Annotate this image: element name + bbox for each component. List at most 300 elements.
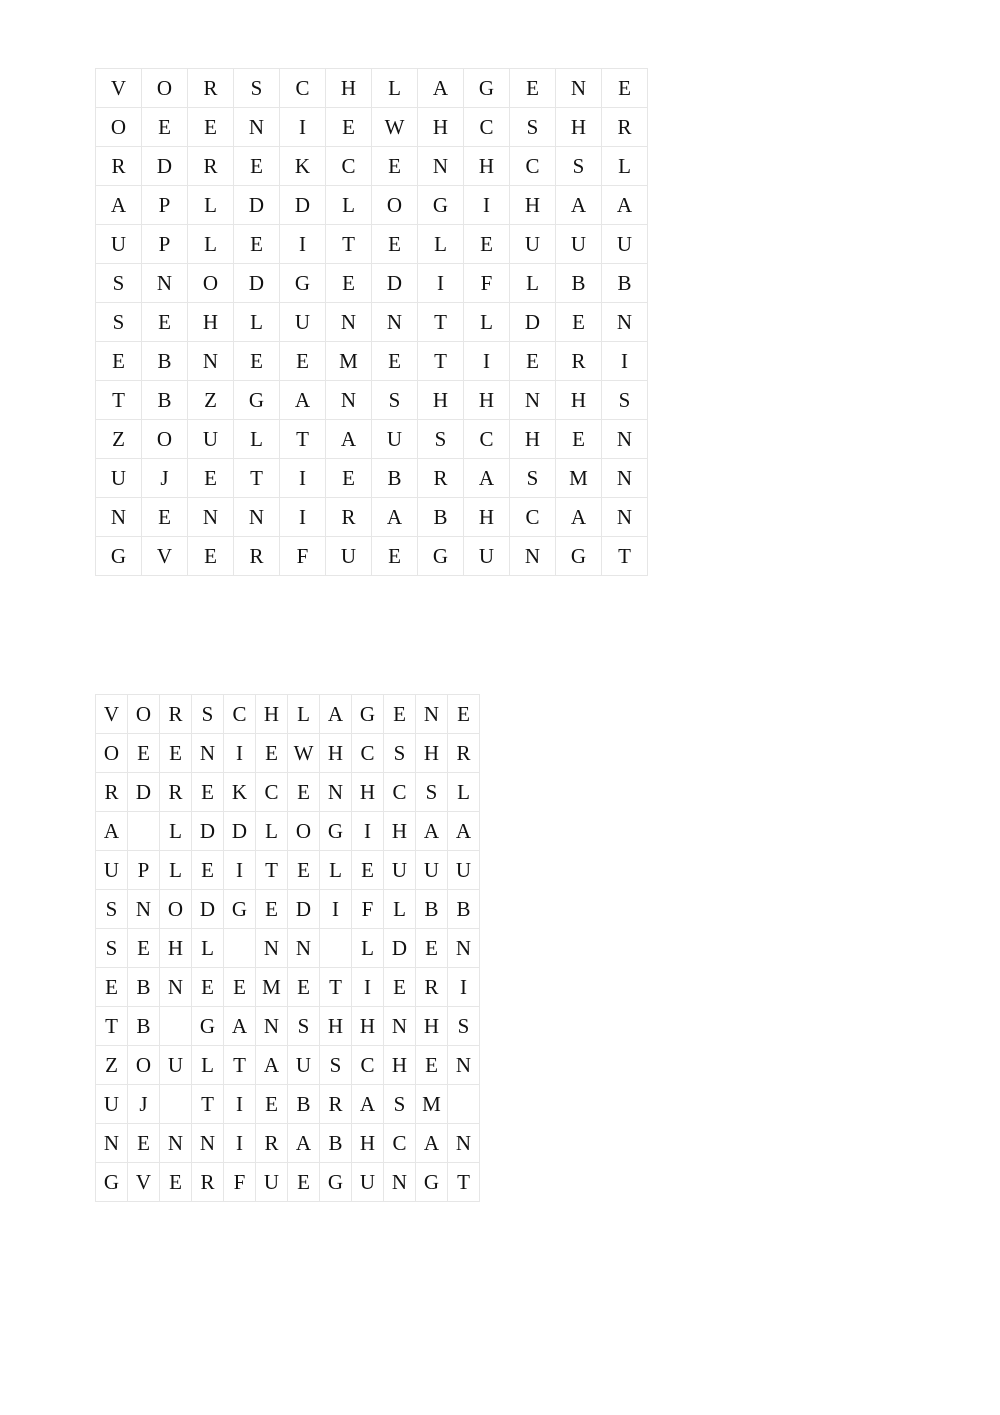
grid-cell: L [160,851,192,890]
grid-cell: I [280,459,326,498]
grid-cell [320,929,352,968]
grid-cell: E [142,303,188,342]
grid-cell: A [96,186,142,225]
grid-cell: S [234,69,280,108]
grid-row [96,890,480,929]
grid-row [96,851,480,890]
grid-row [96,968,480,1007]
grid-cell: N [556,69,602,108]
grid-cell: N [234,498,280,537]
grid-cell: O [96,734,128,773]
grid-row [96,1007,480,1046]
grid-cell: E [234,225,280,264]
grid-cell: E [224,968,256,1007]
grid-cell: R [556,342,602,381]
grid-cell: I [280,498,326,537]
grid-cell: E [372,225,418,264]
grid-cell: A [256,1046,288,1085]
grid-cell: A [556,186,602,225]
grid-cell: N [188,498,234,537]
grid-cell: C [384,773,416,812]
grid-cell: L [192,929,224,968]
grid-cell: D [384,929,416,968]
grid-cell: L [320,851,352,890]
grid-cell: B [372,459,418,498]
grid-cell: S [288,1007,320,1046]
grid-cell: S [448,1007,480,1046]
grid-row [96,264,648,303]
grid-cell: N [384,1007,416,1046]
grid-cell: N [142,264,188,303]
grid-cell: F [224,1163,256,1202]
grid-cell: U [96,851,128,890]
grid-cell: B [320,1124,352,1163]
grid-cell: E [326,459,372,498]
grid-cell: R [188,147,234,186]
grid-cell: N [602,498,648,537]
grid-cell: H [510,420,556,459]
grid-cell: S [384,734,416,773]
grid-cell: C [352,1046,384,1085]
grid-cell: U [188,420,234,459]
grid-cell: T [256,851,288,890]
grid-cell: I [418,264,464,303]
grid-cell: N [510,381,556,420]
grid-cell: E [602,69,648,108]
grid-cell: S [510,108,556,147]
grid-cell: B [602,264,648,303]
grid-cell: P [142,186,188,225]
grid-cell: D [510,303,556,342]
grid-cell: E [372,147,418,186]
grid-cell: E [188,537,234,576]
grid-cell: N [448,929,480,968]
grid-cell: A [352,1085,384,1124]
grid-cell: R [96,773,128,812]
grid-cell: R [448,734,480,773]
grid-cell: S [556,147,602,186]
grid-cell [160,1085,192,1124]
grid-cell: R [234,537,280,576]
grid-cell: N [234,108,280,147]
grid-cell: F [352,890,384,929]
grid-row [96,459,648,498]
grid-cell: E [384,968,416,1007]
grid-cell: I [224,1085,256,1124]
grid-cell: S [96,890,128,929]
grid-cell: C [510,147,556,186]
grid-cell: S [602,381,648,420]
grid-cell: L [188,186,234,225]
grid-cell: E [372,342,418,381]
grid-cell: O [288,812,320,851]
grid-cell: E [556,420,602,459]
grid-row [96,929,480,968]
grid-cell: R [416,968,448,1007]
grid-cell: J [142,459,188,498]
grid-cell: T [192,1085,224,1124]
grid-cell: D [142,147,188,186]
grid-cell: T [234,459,280,498]
grid-cell: H [418,381,464,420]
grid-cell: J [128,1085,160,1124]
grid-row [96,342,648,381]
grid-cell: E [288,968,320,1007]
grid-cell: R [96,147,142,186]
grid-cell: C [224,695,256,734]
grid-cell: H [188,303,234,342]
grid-cell: N [448,1124,480,1163]
grid-cell: G [320,1163,352,1202]
grid-row [96,1085,480,1124]
grid-cell: R [256,1124,288,1163]
grid-cell: I [352,812,384,851]
grid-cell: I [464,342,510,381]
grid-cell: E [192,968,224,1007]
grid-cell: E [188,459,234,498]
grid-cell: Z [96,420,142,459]
grid-cell: H [320,734,352,773]
grid-cell: N [602,459,648,498]
grid-cell: N [160,1124,192,1163]
grid-cell: U [416,851,448,890]
grid-row [96,420,648,459]
grid-cell: L [372,69,418,108]
grid-cell: E [96,968,128,1007]
grid-cell: N [188,342,234,381]
grid-row [96,147,648,186]
grid-cell: U [160,1046,192,1085]
grid-cell: B [416,890,448,929]
grid-cell [160,1007,192,1046]
grid-row [96,186,648,225]
grid-cell: U [510,225,556,264]
grid-cell: A [416,1124,448,1163]
grid-cell: H [352,1007,384,1046]
grid-cell: L [256,812,288,851]
grid-cell: N [602,303,648,342]
grid-cell: H [160,929,192,968]
grid-cell: O [128,1046,160,1085]
grid-cell: L [352,929,384,968]
grid-cell: K [224,773,256,812]
grid-cell: D [280,186,326,225]
grid-cell: I [320,890,352,929]
grid-cell: B [288,1085,320,1124]
grid-cell: L [326,186,372,225]
grid-cell: E [256,734,288,773]
word-search-grid-full [95,68,648,576]
grid-cell: E [556,303,602,342]
grid-cell: M [416,1085,448,1124]
grid-cell: I [464,186,510,225]
grid-cell: E [160,1163,192,1202]
grid-cell: N [416,695,448,734]
grid-cell: E [160,734,192,773]
grid-cell: N [326,303,372,342]
grid-cell: H [418,108,464,147]
grid-cell: R [160,773,192,812]
grid-cell: U [352,1163,384,1202]
grid-cell: H [416,1007,448,1046]
grid-cell: T [280,420,326,459]
grid-cell: H [464,498,510,537]
grid-row [96,695,480,734]
grid-cell: L [160,812,192,851]
grid-cell: C [326,147,372,186]
grid-cell: I [352,968,384,1007]
grid-cell: Z [188,381,234,420]
grid-cell: C [464,420,510,459]
grid-cell: F [280,537,326,576]
grid-cell: E [416,929,448,968]
grid-cell: C [510,498,556,537]
grid-cell: K [280,147,326,186]
grid-row [96,69,648,108]
grid-cell: Z [96,1046,128,1085]
grid-cell: H [384,1046,416,1085]
grid-cell: N [96,1124,128,1163]
grid-cell: A [602,186,648,225]
grid-cell: G [418,186,464,225]
grid-cell: E [352,851,384,890]
grid-cell: O [142,420,188,459]
grid-cell: D [372,264,418,303]
grid-cell: U [384,851,416,890]
grid-cell: H [416,734,448,773]
grid-cell: D [128,773,160,812]
grid-cell: U [448,851,480,890]
grid-cell: S [418,420,464,459]
grid-cell: U [602,225,648,264]
grid-cell: I [280,108,326,147]
grid-cell: A [326,420,372,459]
grid-cell: O [128,695,160,734]
grid-cell [128,812,160,851]
grid-cell: G [416,1163,448,1202]
word-search-grid-blanked [95,694,480,1202]
grid-cell: R [188,69,234,108]
grid-cell: N [384,1163,416,1202]
grid-cell: T [320,968,352,1007]
grid-cell: H [256,695,288,734]
grid-cell: U [256,1163,288,1202]
grid-cell: A [224,1007,256,1046]
grid-cell: H [464,147,510,186]
grid-cell: N [510,537,556,576]
grid-cell: I [602,342,648,381]
grid-cell: V [96,695,128,734]
grid-cell: N [418,147,464,186]
grid-cell: R [418,459,464,498]
grid-row [96,1124,480,1163]
grid-cell: A [448,812,480,851]
grid-cell: E [510,69,556,108]
grid-cell: S [372,381,418,420]
grid-cell: W [372,108,418,147]
grid-cell: R [326,498,372,537]
grid-cell: L [418,225,464,264]
grid-cell: E [326,108,372,147]
grid-cell: O [96,108,142,147]
grid-cell: U [556,225,602,264]
grid-row [96,537,648,576]
grid-cell: L [192,1046,224,1085]
grid-cell: L [448,773,480,812]
grid-cell: T [96,381,142,420]
grid-cell: E [128,1124,160,1163]
grid-cell: N [192,734,224,773]
grid-row [96,498,648,537]
grid-cell: L [384,890,416,929]
grid-cell: R [602,108,648,147]
grid-cell: L [234,420,280,459]
grid-cell: U [464,537,510,576]
grid-cell: A [280,381,326,420]
grid-cell: E [128,734,160,773]
grid-cell: G [418,537,464,576]
grid-cell: D [234,264,280,303]
grid-cell: R [192,1163,224,1202]
grid-cell: H [320,1007,352,1046]
grid-cell: B [142,342,188,381]
grid-cell: E [280,342,326,381]
grid-cell: D [192,890,224,929]
grid-cell: T [326,225,372,264]
grid-cell: U [326,537,372,576]
grid-cell: V [128,1163,160,1202]
grid-cell: S [96,264,142,303]
grid-cell: E [188,108,234,147]
grid-cell: M [326,342,372,381]
grid-cell: T [224,1046,256,1085]
grid-cell: G [352,695,384,734]
grid-cell: C [256,773,288,812]
grid-cell: U [96,225,142,264]
grid-row [96,108,648,147]
grid-cell: E [256,890,288,929]
grid-cell: S [192,695,224,734]
grid-cell: C [280,69,326,108]
grid-cell: C [384,1124,416,1163]
grid-cell: D [288,890,320,929]
grid-cell: E [288,1163,320,1202]
grid-cell: E [96,342,142,381]
grid-cell: B [142,381,188,420]
grid-cell: H [352,773,384,812]
grid-cell: S [96,929,128,968]
grid-cell: C [464,108,510,147]
grid-cell: E [416,1046,448,1085]
grid-cell: L [288,695,320,734]
grid-cell: A [288,1124,320,1163]
grid-cell: N [288,929,320,968]
grid-cell: U [96,459,142,498]
grid-cell: H [556,381,602,420]
grid-cell: M [256,968,288,1007]
grid-cell: D [192,812,224,851]
grid-cell: B [448,890,480,929]
grid-cell: A [416,812,448,851]
grid-cell: A [320,695,352,734]
grid-cell: H [556,108,602,147]
grid-cell: B [128,968,160,1007]
grid-row [96,734,480,773]
grid-cell [448,1085,480,1124]
grid-cell: H [510,186,556,225]
grid-cell: G [464,69,510,108]
grid-cell: N [448,1046,480,1085]
grid-cell: E [256,1085,288,1124]
grid-cell: N [372,303,418,342]
grid-cell: F [464,264,510,303]
grid-cell: E [326,264,372,303]
grid-cell: P [128,851,160,890]
grid-cell: P [142,225,188,264]
grid-row [96,303,648,342]
grid-cell [224,929,256,968]
grid-cell: O [160,890,192,929]
grid-cell: I [224,851,256,890]
grid-cell: E [372,537,418,576]
grid-cell: E [288,773,320,812]
grid-cell: L [234,303,280,342]
grid-cell: G [96,1163,128,1202]
grid-cell: E [142,108,188,147]
grid-cell: H [384,812,416,851]
grid-cell: S [416,773,448,812]
grid-cell: E [448,695,480,734]
grid-cell: H [326,69,372,108]
grid-cell: D [234,186,280,225]
grid-cell: I [280,225,326,264]
grid-cell: T [602,537,648,576]
grid-cell: N [128,890,160,929]
grid-cell: I [448,968,480,1007]
grid-cell: N [602,420,648,459]
grid-cell: M [556,459,602,498]
grid-cell: B [556,264,602,303]
grid-cell: G [280,264,326,303]
grid-cell: L [188,225,234,264]
grid-cell: N [320,773,352,812]
grid-cell: T [448,1163,480,1202]
grid-cell: E [510,342,556,381]
grid-row [96,1163,480,1202]
grid-cell: A [556,498,602,537]
grid-cell: O [372,186,418,225]
grid-cell: E [142,498,188,537]
grid-cell: S [384,1085,416,1124]
grid-cell: E [192,851,224,890]
grid-row [96,812,480,851]
grid-cell: O [142,69,188,108]
grid-cell: G [96,537,142,576]
grid-cell: B [128,1007,160,1046]
grid-cell: A [464,459,510,498]
grid-cell: E [192,773,224,812]
grid-cell: D [224,812,256,851]
grid-cell: U [288,1046,320,1085]
grid-cell: N [326,381,372,420]
grid-cell: I [224,1124,256,1163]
grid-cell: E [384,695,416,734]
grid-cell: W [288,734,320,773]
grid-cell: L [510,264,556,303]
grid-cell: U [280,303,326,342]
grid-row [96,1046,480,1085]
grid-cell: C [352,734,384,773]
